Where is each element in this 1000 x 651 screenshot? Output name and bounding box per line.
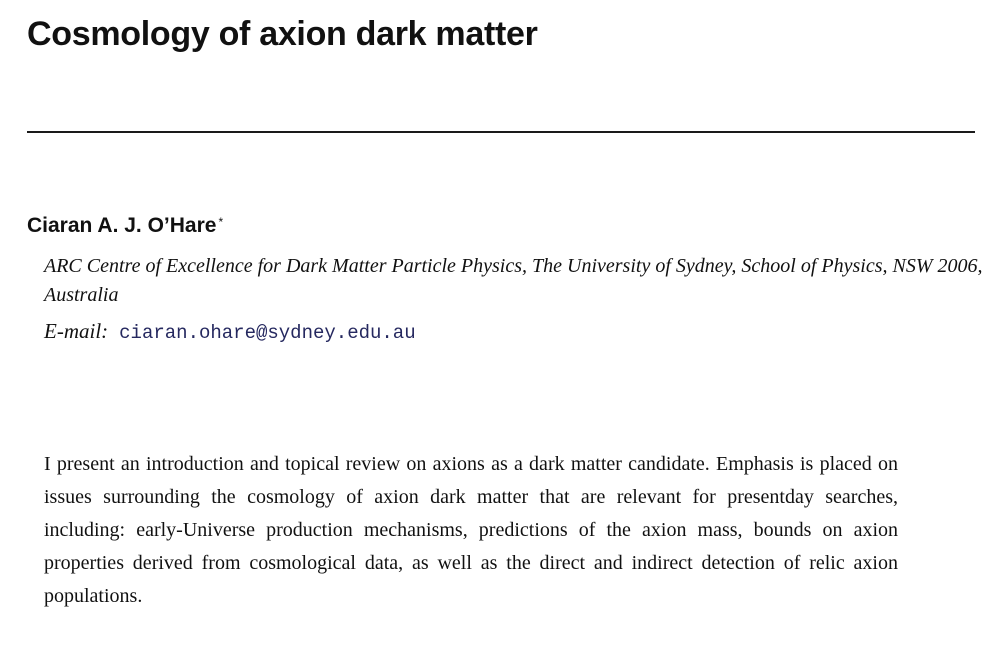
abstract-text: I present an introduction and topical review on axions as a dark matter candidate. Emphasis is placed on issues surrounding the cosmology of axion dark matter that are relevant for presentday searches, including: early-Universe production mechanisms, predictions of the axion mass, bounds on axion properties derived from cosmological data, as well as the direct and indirect detection of relic axion populations.	[44, 453, 898, 607]
author-name-text: Ciaran A. J. O’Hare	[27, 214, 217, 237]
author-footnote-mark: *	[218, 215, 224, 229]
email-line	[44, 316, 416, 348]
paper-title: Cosmology of axion dark matter	[27, 15, 538, 53]
author-affiliation: ARC Centre of Excellence for Dark Matter Particle Physics, The University of Sydney, School of Physics, NSW 2006, Australia	[44, 255, 983, 306]
title-rule	[27, 131, 975, 133]
email-link[interactable]: ciaran.ohare@sydney.edu.au	[119, 322, 416, 344]
email-label: E-mail:	[44, 319, 109, 343]
author-name	[27, 212, 223, 240]
